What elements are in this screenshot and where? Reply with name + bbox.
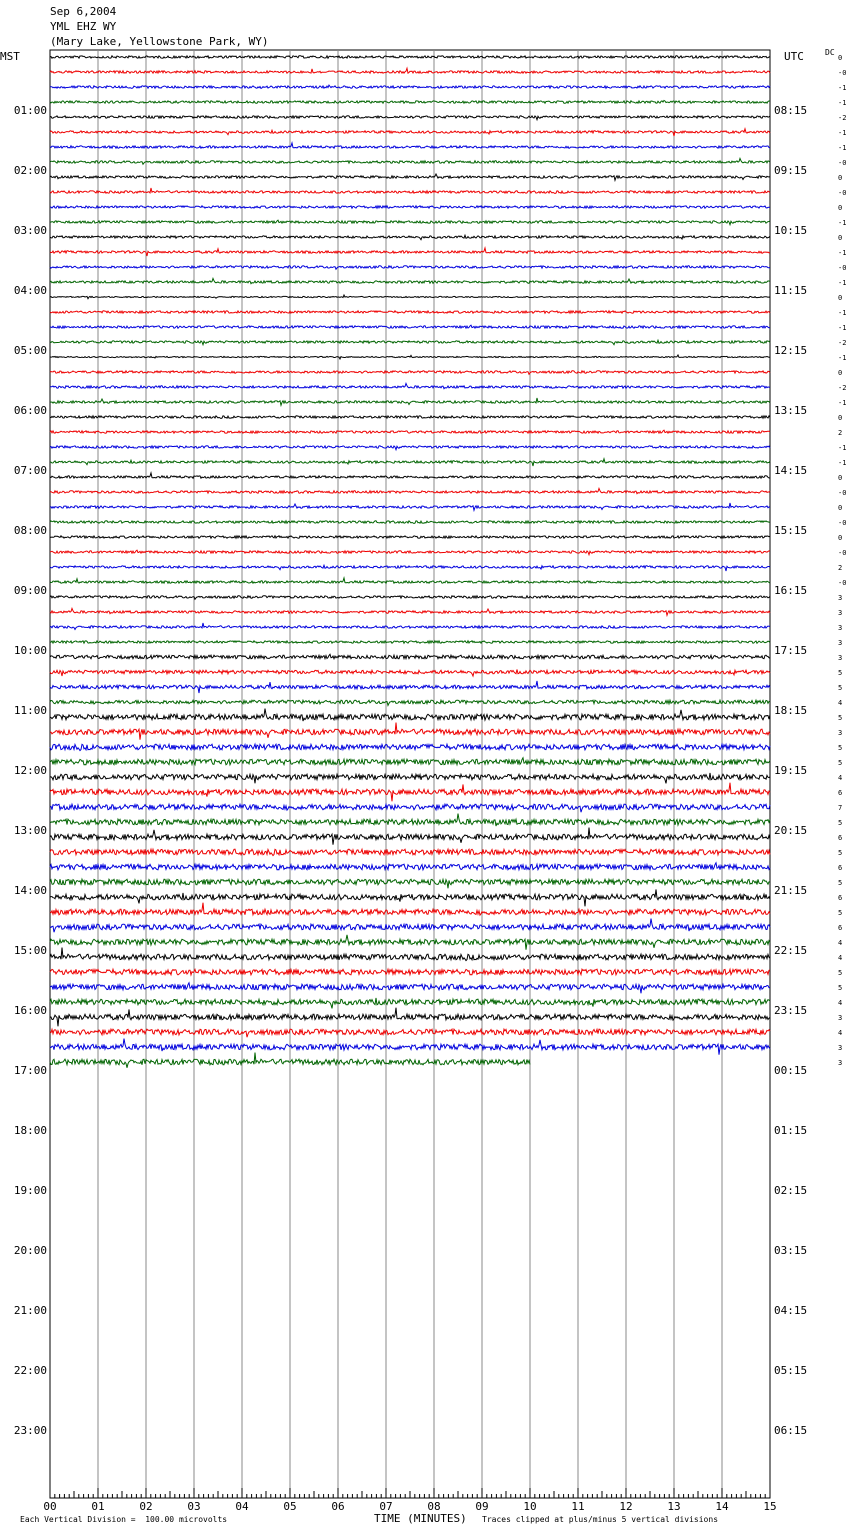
dc-offset-label: 5 xyxy=(838,819,843,827)
x-tick-label-06: 06 xyxy=(331,1500,345,1513)
dc-offset-label: -0 xyxy=(838,69,847,77)
right-time-label: 21:15 xyxy=(774,884,808,897)
dc-offset-label: 3 xyxy=(838,1044,843,1052)
left-time-label: 19:00 xyxy=(13,1184,47,1197)
x-tick-label-12: 12 xyxy=(619,1500,633,1513)
dc-offset-label: 5 xyxy=(838,759,843,767)
right-time-label: 20:15 xyxy=(774,824,808,837)
x-tick-label-08: 08 xyxy=(427,1500,441,1513)
x-tick-label-03: 03 xyxy=(187,1500,201,1513)
left-time-label: 06:00 xyxy=(13,404,47,417)
dc-offset-label: -1 xyxy=(838,444,847,452)
trace-17 xyxy=(50,295,770,299)
right-time-label: 15:15 xyxy=(774,524,808,537)
left-time-label: 10:00 xyxy=(13,644,47,657)
trace-62 xyxy=(50,969,770,975)
dc-offset-label: 5 xyxy=(838,849,843,857)
dc-offset-label: -2 xyxy=(838,114,847,122)
mst-label: MST xyxy=(0,50,20,63)
dc-offset-label: 4 xyxy=(838,699,843,707)
trace-67 xyxy=(50,1039,770,1055)
left-time-label: 07:00 xyxy=(13,464,47,477)
dc-offset-label: 6 xyxy=(838,864,843,872)
dc-offset-label: 4 xyxy=(838,954,843,962)
x-tick-label-13: 13 xyxy=(667,1500,681,1513)
trace-16 xyxy=(50,278,770,283)
right-time-label: 12:15 xyxy=(774,344,808,357)
trace-54 xyxy=(50,849,770,855)
x-tick-label-14: 14 xyxy=(715,1500,729,1513)
trace-33 xyxy=(50,536,770,538)
right-time-label: 18:15 xyxy=(774,704,808,717)
dc-offset-label: 0 xyxy=(838,369,843,377)
trace-49 xyxy=(50,773,770,783)
trace-31 xyxy=(50,503,770,510)
dc-offset-label: 3 xyxy=(838,1014,843,1022)
left-time-label: 18:00 xyxy=(13,1124,47,1137)
trace-4 xyxy=(50,100,770,103)
trace-63 xyxy=(50,983,770,994)
right-time-label: 04:15 xyxy=(774,1304,808,1317)
trace-46 xyxy=(50,723,770,740)
dc-offset-label: 5 xyxy=(838,879,843,887)
dc-offset-label: 2 xyxy=(838,429,843,437)
dc-offset-label: 0 xyxy=(838,54,843,62)
right-time-label: 08:15 xyxy=(774,104,808,117)
x-tick-label-07: 07 xyxy=(379,1500,393,1513)
trace-48 xyxy=(50,758,770,765)
header-date: Sep 6,2004 xyxy=(50,5,117,18)
trace-34 xyxy=(50,550,770,555)
dc-offset-label: -0 xyxy=(838,579,847,587)
dc-offset-label: -0 xyxy=(838,264,847,272)
dc-offset-label: 6 xyxy=(838,924,843,932)
dc-offset-label: -1 xyxy=(838,399,847,407)
trace-43 xyxy=(50,681,770,693)
dc-offset-label: -1 xyxy=(838,309,847,317)
trace-56 xyxy=(50,879,770,888)
trace-23 xyxy=(50,383,770,388)
dc-offset-label: -0 xyxy=(838,519,847,527)
trace-8 xyxy=(50,158,770,164)
dc-offset-label: 7 xyxy=(838,804,843,812)
left-time-label: 20:00 xyxy=(13,1244,47,1257)
left-time-label: 17:00 xyxy=(13,1064,47,1077)
dc-offset-label: 4 xyxy=(838,999,843,1007)
trace-65 xyxy=(50,1008,770,1027)
right-time-label: 19:15 xyxy=(774,764,808,777)
dc-offset-label: 3 xyxy=(838,594,843,602)
trace-2 xyxy=(50,68,770,73)
dc-offset-label: 0 xyxy=(838,474,843,482)
x-tick-label-05: 05 xyxy=(283,1500,297,1513)
trace-18 xyxy=(50,311,770,313)
left-time-label: 21:00 xyxy=(13,1304,47,1317)
clip-note: Traces clipped at plus/minus 5 vertical divisions xyxy=(482,1515,719,1524)
dc-offset-label: 5 xyxy=(838,984,843,992)
dc-offset-label: -2 xyxy=(838,339,847,347)
left-time-label: 15:00 xyxy=(13,944,47,957)
trace-12 xyxy=(50,220,770,225)
dc-offset-label: 3 xyxy=(838,1059,843,1067)
left-time-label: 12:00 xyxy=(13,764,47,777)
dc-offset-label: -0 xyxy=(838,159,847,167)
vertical-scale-note: Each Vertical Division = 100.00 microvolts xyxy=(20,1515,228,1524)
x-tick-label-09: 09 xyxy=(475,1500,489,1513)
right-time-label: 17:15 xyxy=(774,644,808,657)
trace-30 xyxy=(50,488,770,493)
trace-1 xyxy=(50,56,770,58)
dc-offset-label: -1 xyxy=(838,279,847,287)
right-time-label: 00:15 xyxy=(774,1064,808,1077)
dc-offset-label: -1 xyxy=(838,144,847,152)
dc-offset-label: 0 xyxy=(838,294,843,302)
trace-55 xyxy=(50,863,770,870)
left-time-label: 11:00 xyxy=(13,704,47,717)
right-time-label: 01:15 xyxy=(774,1124,808,1137)
left-time-label: 03:00 xyxy=(13,224,47,237)
dc-offset-label: 3 xyxy=(838,729,843,737)
dc-offset-label: 3 xyxy=(838,609,843,617)
trace-7 xyxy=(50,143,770,148)
dc-offset-label: 5 xyxy=(838,909,843,917)
trace-38 xyxy=(50,608,770,615)
x-tick-label-01: 01 xyxy=(91,1500,105,1513)
trace-24 xyxy=(50,398,770,405)
header-station: YML EHZ WY xyxy=(50,20,117,33)
dc-offset-label: 4 xyxy=(838,1029,843,1037)
dc-offset-label: -0 xyxy=(838,489,847,497)
right-time-label: 13:15 xyxy=(774,404,808,417)
right-time-label: 14:15 xyxy=(774,464,808,477)
trace-41 xyxy=(50,654,770,659)
dc-offset-label: -1 xyxy=(838,84,847,92)
trace-53 xyxy=(50,828,770,845)
left-time-label: 13:00 xyxy=(13,824,47,837)
dc-offset-label: 5 xyxy=(838,714,843,722)
x-tick-label-10: 10 xyxy=(523,1500,537,1513)
right-time-label: 23:15 xyxy=(774,1004,808,1017)
dc-offset-label: -1 xyxy=(838,324,847,332)
dc-offset-label: 4 xyxy=(838,774,843,782)
trace-14 xyxy=(50,248,770,256)
trace-32 xyxy=(50,521,770,524)
dc-offset-label: 5 xyxy=(838,669,843,677)
dc-offset-label: 5 xyxy=(838,684,843,692)
right-time-label: 22:15 xyxy=(774,944,808,957)
trace-39 xyxy=(50,623,770,630)
trace-40 xyxy=(50,641,770,643)
trace-11 xyxy=(50,206,770,208)
trace-3 xyxy=(50,85,770,88)
dc-offset-label: -1 xyxy=(838,249,847,257)
right-time-label: 11:15 xyxy=(774,284,808,297)
trace-19 xyxy=(50,325,770,328)
left-time-label: 22:00 xyxy=(13,1364,47,1377)
trace-35 xyxy=(50,565,770,571)
trace-61 xyxy=(50,948,770,961)
trace-27 xyxy=(50,446,770,450)
trace-26 xyxy=(50,430,770,433)
trace-37 xyxy=(50,596,770,599)
right-time-label: 10:15 xyxy=(774,224,808,237)
dc-offset-label: 3 xyxy=(838,639,843,647)
dc-label: DC xyxy=(825,48,835,57)
right-time-label: 05:15 xyxy=(774,1364,808,1377)
dc-offset-label: 5 xyxy=(838,969,843,977)
trace-13 xyxy=(50,235,770,239)
left-time-label: 02:00 xyxy=(13,164,47,177)
trace-52 xyxy=(50,814,770,827)
left-time-label: 23:00 xyxy=(13,1424,47,1437)
right-time-label: 09:15 xyxy=(774,164,808,177)
trace-36 xyxy=(50,578,770,583)
x-axis-title: TIME (MINUTES) xyxy=(374,1512,467,1525)
x-tick-label-02: 02 xyxy=(139,1500,153,1513)
trace-10 xyxy=(50,188,770,194)
dc-offset-label: 5 xyxy=(838,744,843,752)
trace-15 xyxy=(50,266,770,269)
dc-offset-label: 4 xyxy=(838,939,843,947)
dc-offset-label: 2 xyxy=(838,564,843,572)
left-time-label: 08:00 xyxy=(13,524,47,537)
right-time-label: 06:15 xyxy=(774,1424,808,1437)
right-time-label: 03:15 xyxy=(774,1244,808,1257)
trace-47 xyxy=(50,744,770,750)
x-tick-label-15: 15 xyxy=(763,1500,777,1513)
left-time-label: 05:00 xyxy=(13,344,47,357)
trace-28 xyxy=(50,459,770,466)
dc-offset-label: -2 xyxy=(838,384,847,392)
trace-45 xyxy=(50,709,770,722)
left-time-label: 16:00 xyxy=(13,1004,47,1017)
trace-59 xyxy=(50,919,770,933)
trace-51 xyxy=(50,804,770,812)
trace-64 xyxy=(50,998,770,1008)
trace-6 xyxy=(50,129,770,136)
header-location: (Mary Lake, Yellowstone Park, WY) xyxy=(50,35,269,48)
dc-offset-label: 6 xyxy=(838,894,843,902)
dc-offset-label: -0 xyxy=(838,189,847,197)
trace-57 xyxy=(50,889,770,906)
trace-29 xyxy=(50,473,770,479)
trace-50 xyxy=(50,783,770,802)
dc-offset-label: -1 xyxy=(838,129,847,137)
dc-offset-label: 0 xyxy=(838,504,843,512)
trace-25 xyxy=(50,416,770,419)
trace-42 xyxy=(50,670,770,677)
dc-offset-label: -1 xyxy=(838,354,847,362)
dc-offset-label: 0 xyxy=(838,414,843,422)
left-time-label: 14:00 xyxy=(13,884,47,897)
dc-offset-label: 0 xyxy=(838,174,843,182)
dc-offset-label: 0 xyxy=(838,234,843,242)
trace-20 xyxy=(50,340,770,344)
dc-offset-label: -1 xyxy=(838,219,847,227)
x-tick-label-00: 00 xyxy=(43,1500,57,1513)
trace-9 xyxy=(50,174,770,180)
trace-5 xyxy=(50,116,770,120)
trace-58 xyxy=(50,903,770,915)
dc-offset-label: -0 xyxy=(838,549,847,557)
trace-22 xyxy=(50,371,770,374)
right-time-label: 16:15 xyxy=(774,584,808,597)
left-time-label: 09:00 xyxy=(13,584,47,597)
dc-offset-label: -1 xyxy=(838,99,847,107)
trace-21 xyxy=(50,355,770,359)
right-time-label: 02:15 xyxy=(774,1184,808,1197)
x-tick-label-04: 04 xyxy=(235,1500,249,1513)
dc-offset-label: 0 xyxy=(838,534,843,542)
left-time-label: 04:00 xyxy=(13,284,47,297)
x-tick-label-11: 11 xyxy=(571,1500,585,1513)
dc-offset-label: 6 xyxy=(838,834,843,842)
dc-offset-label: 3 xyxy=(838,624,843,632)
utc-label: UTC xyxy=(784,50,804,63)
dc-offset-label: 0 xyxy=(838,204,843,212)
dc-offset-label: 3 xyxy=(838,654,843,662)
left-time-label: 01:00 xyxy=(13,104,47,117)
trace-66 xyxy=(50,1029,770,1037)
dc-offset-label: 6 xyxy=(838,789,843,797)
trace-60 xyxy=(50,935,770,950)
dc-offset-label: -1 xyxy=(838,459,847,467)
trace-44 xyxy=(50,700,770,705)
